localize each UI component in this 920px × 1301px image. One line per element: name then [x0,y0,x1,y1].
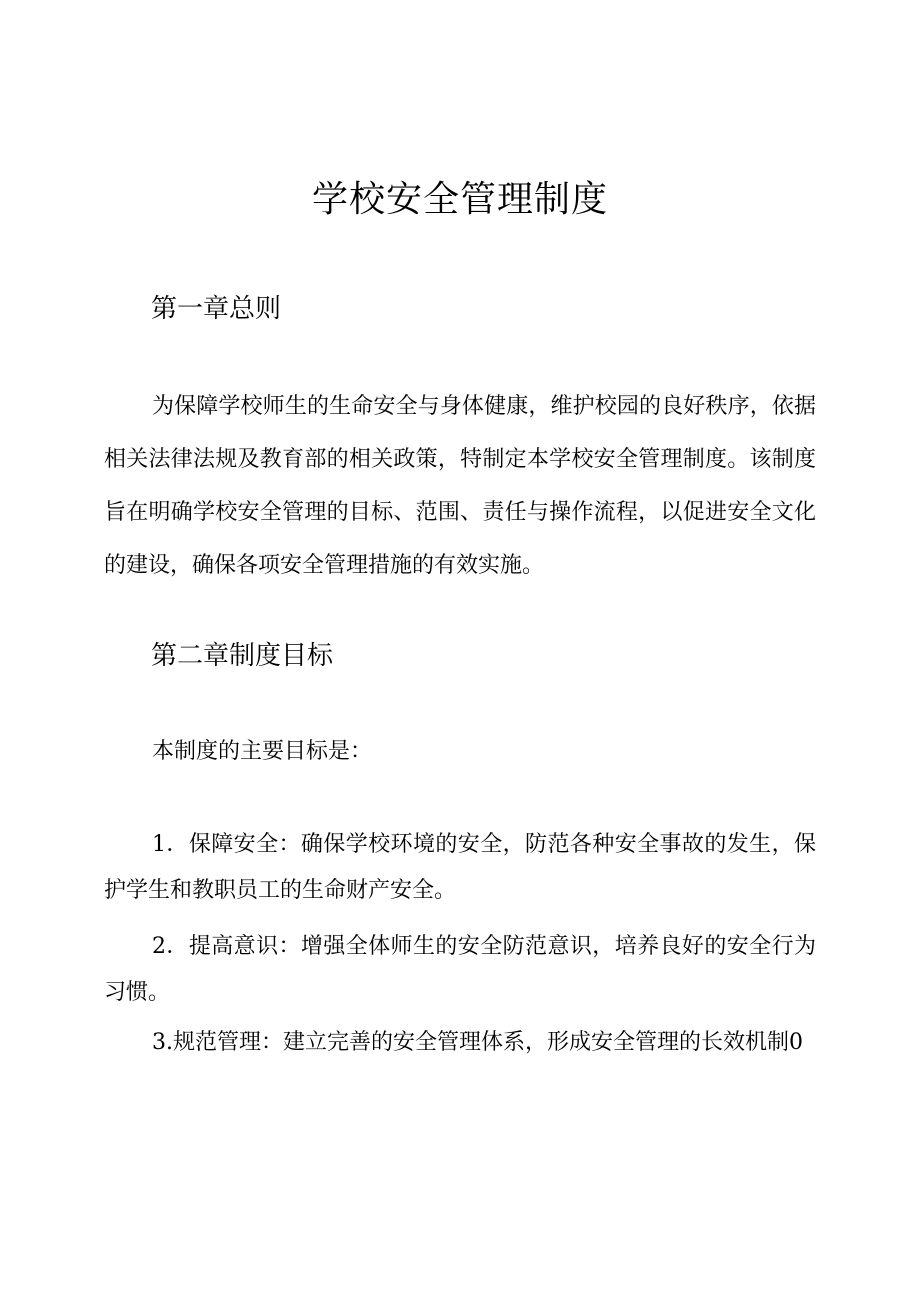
document-title: 学校安全管理制度 [311,179,608,220]
chapter-1-heading: 第一章总则 [151,294,282,324]
goal-item-2: 2．提高意识：增强全体师生的安全防范意识，培养良好的安全行为习惯。 [104,934,816,1005]
chapter-2-heading: 第二章制度目标 [151,641,334,671]
goal-item-1: 1．保障安全：确保学校环境的安全，防范各种安全事故的发生，保护学生和教职员工的生命财产安全。 [104,832,816,903]
goal-item-3: 3.规范管理：建立完善的安全管理体系，形成安全管理的长效机制0 [152,1030,803,1055]
chapter-1-paragraph: 为保障学校师生的生命安全与身体健康，维护校园的良好秩序，依据相关法律法规及教育部的相关政策，特制定本学校安全管理制度。该制度旨在明确学校安全管理的目标、范围、责任与操作流程，以促进安全文化的建设，确保各项安全管理措施的有效实施。 [104,394,816,578]
chapter-2-intro: 本制度的主要目标是： [152,739,373,764]
